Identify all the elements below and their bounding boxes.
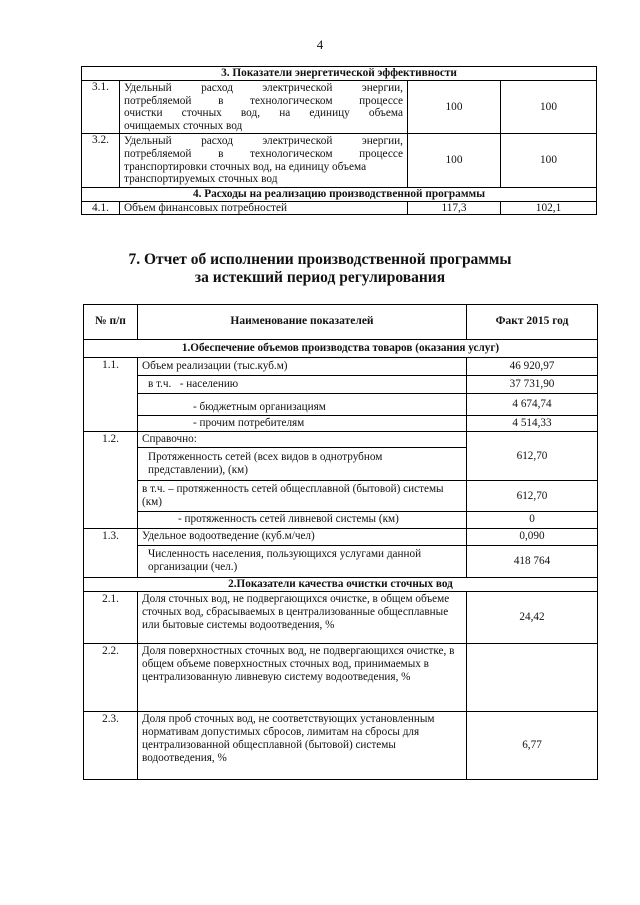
description-line: Удельный расход электрической энергии, [124, 135, 403, 148]
header-fact: Факт 2015 год [467, 305, 598, 340]
section-row [82, 187, 597, 201]
report-title-line-2: за истекший период регулирования [194, 269, 446, 286]
energy-efficiency-table [81, 66, 597, 215]
row-number: 1.3. [84, 528, 138, 577]
value-cell: 100 [408, 134, 501, 187]
table-row [84, 643, 598, 711]
value-cell: 612,70 [467, 432, 598, 481]
row-number: 2.2. [84, 643, 138, 711]
table-row [84, 512, 598, 528]
value-cell: 4 514,33 [467, 416, 598, 432]
description-line: очищаемых сточных вод [124, 119, 243, 132]
report-title-line-1: 7. Отчет об исполнении производственной программы [128, 251, 512, 268]
row-name: Объем реализации (тыс.куб.м) [138, 358, 467, 376]
page-number: 4 [316, 37, 324, 52]
value-cell [467, 643, 598, 711]
row-name: в т.ч. – протяженность сетей общесплавной (бытовой) системы (км) [138, 481, 467, 512]
description-line: потребляемой в технологическом процессе [124, 94, 403, 107]
program-execution-table [83, 304, 598, 780]
value-cell: 24,42 [467, 591, 598, 643]
description-line: Удельный расход электрической энергии, [124, 82, 403, 94]
row-number: 3.2. [82, 134, 120, 187]
row-name: Доля поверхностных сточных вод, не подвергающихся очистке, в общем объеме поверхностных сточных вод, принимаемых в централизованную ливневую систему водоотведения, % [138, 643, 467, 711]
row-name: Численность населения, пользующихся услугами данной организации (чел.) [138, 545, 467, 577]
section-3-title: 3. Показатели энергетической эффективности [82, 67, 597, 81]
header-row [84, 305, 598, 340]
value-cell: 0,090 [467, 528, 598, 545]
section-2-title: 2.Показатели качества очистки сточных вод [84, 577, 598, 591]
table-row [84, 711, 598, 779]
row-description: Объем финансовых потребностей [120, 201, 408, 215]
row-name: Доля сточных вод, не подвергающихся очистке, в общем объеме сточных вод, сбрасываемых в централизованные общесплавные или бытовые системы водоотведения, % [138, 591, 467, 643]
value-cell: 100 [501, 81, 597, 134]
table-row [84, 432, 598, 448]
value-cell: 612,70 [467, 481, 598, 512]
row-name: в т.ч. - населению [138, 376, 467, 394]
table-row [84, 528, 598, 545]
value-cell: 0 [467, 512, 598, 528]
table-row [82, 81, 597, 134]
row-name: - бюджетным организациям [138, 394, 467, 416]
section-row [82, 67, 597, 81]
value-cell: 100 [408, 81, 501, 134]
value-cell: 37 731,90 [467, 376, 598, 394]
table-row [84, 358, 598, 376]
value-cell: 100 [501, 134, 597, 187]
row-number: 2.3. [84, 711, 138, 779]
section-1-title: 1.Обеспечение объемов производства товаров (оказания услуг) [84, 340, 598, 358]
value-cell: 418 764 [467, 545, 598, 577]
report-title [0, 251, 640, 287]
row-description [120, 81, 408, 134]
description-line: транспортируемых сточных вод [124, 173, 278, 186]
section-row [84, 577, 598, 591]
table-row [82, 201, 597, 215]
table-row [84, 394, 598, 416]
header-num: № п/п [84, 305, 138, 340]
row-number: 2.1. [84, 591, 138, 643]
row-name: - протяженность сетей ливневой системы (км) [138, 512, 467, 528]
table-row [82, 134, 597, 187]
row-number: 1.2. [84, 432, 138, 528]
table-row [84, 376, 598, 394]
value-cell: 102,1 [501, 201, 597, 215]
value-cell: 6,77 [467, 711, 598, 779]
description-line: очистки сточных вод, на единицу объема [124, 107, 403, 120]
row-name: Протяженность сетей (всех видов в однотрубном представлении), (км) [138, 448, 467, 481]
row-number: 4.1. [82, 201, 120, 215]
section-row [84, 340, 598, 358]
table-row [84, 591, 598, 643]
row-name: Справочно: [138, 432, 467, 448]
section-4-title: 4. Расходы на реализацию производственной программы [82, 187, 597, 201]
value-cell: 4 674,74 [467, 394, 598, 416]
description-line: потребляемой в технологическом процессе [124, 147, 403, 160]
description-line: транспортировки сточных вод, на единицу объема [124, 160, 367, 173]
table-row [84, 416, 598, 432]
row-description [120, 134, 408, 187]
header-name: Наименование показателей [138, 305, 467, 340]
value-cell: 46 920,97 [467, 358, 598, 376]
table-row [84, 481, 598, 512]
value-cell: 117,3 [408, 201, 501, 215]
row-name: Доля проб сточных вод, не соответствующих установленным нормативам допустимых сбросов, лимитам на сбросы для централизованной общесплавной (бытовой) системы водоотведения, % [138, 711, 467, 779]
row-name: Удельное водоотведение (куб.м/чел) [138, 528, 467, 545]
row-name: - прочим потребителям [138, 416, 467, 432]
table-row [84, 545, 598, 577]
row-number: 1.1. [84, 358, 138, 432]
row-number: 3.1. [82, 81, 120, 134]
